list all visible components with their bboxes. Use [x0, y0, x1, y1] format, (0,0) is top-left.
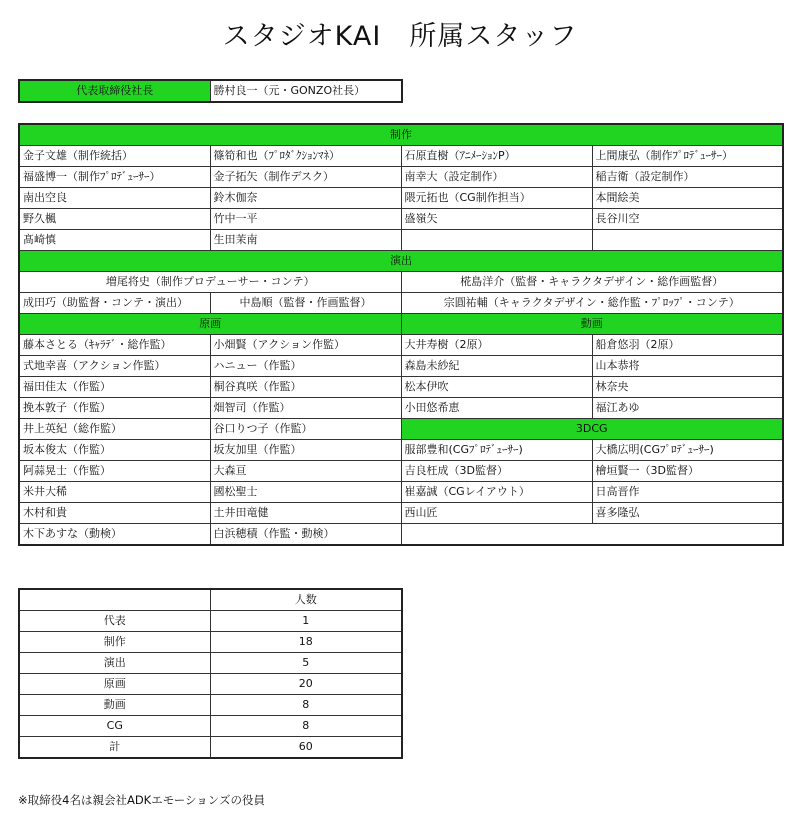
table-row — [19, 503, 783, 524]
staff-cell: 盛嶺矢 — [401, 209, 592, 230]
staff-cell: 服部豊和(CGﾌﾟﾛﾃﾞｭｰｻｰ) — [401, 440, 592, 461]
table-row — [19, 589, 402, 611]
table-row — [19, 440, 783, 461]
headcount-value: 5 — [210, 653, 402, 674]
staff-cell: 野久楓 — [19, 209, 210, 230]
staff-cell: 篠筍和也（ﾌﾟﾛﾀﾞｸｼｮﾝﾏﾈ） — [210, 146, 401, 167]
staff-cell: 藤本さとる（ｷｬﾗﾃﾞ・総作監） — [19, 335, 210, 356]
section-header-production: 制作 — [19, 124, 783, 146]
staff-cell: 畑智司（作監） — [210, 398, 401, 419]
staff-cell: 生田茉南 — [210, 230, 401, 251]
headcount-value: 20 — [210, 674, 402, 695]
table-row — [19, 695, 402, 716]
headcount-category: 計 — [19, 737, 210, 759]
staff-cell: 福田佳太（作監） — [19, 377, 210, 398]
staff-cell: 式地幸喜（アクション作監） — [19, 356, 210, 377]
headcount-category: 演出 — [19, 653, 210, 674]
staff-cell: 小畑賢（アクション作監） — [210, 335, 401, 356]
staff-cell: 椛島洋介（監督・キャラクタデザイン・総作画監督） — [401, 272, 783, 293]
table-row — [19, 611, 402, 632]
staff-cell: 崔嘉誠（CGレイアウト） — [401, 482, 592, 503]
table-row — [19, 398, 783, 419]
headcount-category: 制作 — [19, 632, 210, 653]
staff-cell: 白浜穂積（作監・動検） — [210, 524, 401, 546]
staff-cell: 坂本俊太（作監） — [19, 440, 210, 461]
table-row — [19, 653, 402, 674]
table-row — [19, 272, 783, 293]
table-row — [19, 335, 783, 356]
headcount-value: 8 — [210, 695, 402, 716]
staff-cell: ハニュー（作監） — [210, 356, 401, 377]
headcount-value: 18 — [210, 632, 402, 653]
table-row — [19, 737, 402, 759]
staff-cell: 國松聖士 — [210, 482, 401, 503]
staff-cell: 井上英紀（総作監） — [19, 419, 210, 440]
staff-cell: 稲吉衛（設定制作） — [592, 167, 783, 188]
headcount-header: 人数 — [210, 589, 402, 611]
headcount-category: 動画 — [19, 695, 210, 716]
staff-cell — [592, 230, 783, 251]
staff-cell — [401, 230, 592, 251]
table-row — [19, 674, 402, 695]
table-row — [19, 419, 783, 440]
staff-cell: 土井田竜健 — [210, 503, 401, 524]
table-row — [19, 209, 783, 230]
staff-cell: 吉良枉成（3D監督） — [401, 461, 592, 482]
staff-cell: 挽本敦子（作監） — [19, 398, 210, 419]
section-header-douga: 動画 — [401, 314, 783, 335]
table-row — [19, 356, 783, 377]
staff-cell: 宗圓祐輔（キャラクタデザイン・総作監・ﾌﾟﾛｯﾌﾟ・コンテ） — [401, 293, 783, 314]
staff-cell: 木村和貴 — [19, 503, 210, 524]
staff-cell: 南幸大（設定制作） — [401, 167, 592, 188]
footnote: ※取締役4名は親会社ADKエモーションズの役員 — [18, 793, 265, 807]
staff-cell: 石原直樹（ｱﾆﾒｰｼｮﾝP） — [401, 146, 592, 167]
headcount-category: CG — [19, 716, 210, 737]
staff-cell: 髙崎慎 — [19, 230, 210, 251]
table-row — [19, 314, 783, 335]
staff-cell: 鈴木伽奈 — [210, 188, 401, 209]
staff-cell: 喜多隆弘 — [592, 503, 783, 524]
table-row — [19, 632, 402, 653]
staff-cell: 日高晋作 — [592, 482, 783, 503]
staff-cell: 金子拓矢（制作デスク） — [210, 167, 401, 188]
ceo-label: 代表取締役社長 — [19, 80, 210, 102]
headcount-category: 原画 — [19, 674, 210, 695]
staff-cell: 桐谷真咲（作監） — [210, 377, 401, 398]
staff-cell: 福江あゆ — [592, 398, 783, 419]
section-header-genga: 原画 — [19, 314, 401, 335]
staff-cell: 長谷川空 — [592, 209, 783, 230]
staff-cell: 大橋広明(CGﾌﾟﾛﾃﾞｭｰｻｰ) — [592, 440, 783, 461]
table-row — [19, 461, 783, 482]
ceo-table — [18, 79, 403, 103]
table-row — [19, 377, 783, 398]
table-row — [19, 167, 783, 188]
empty-cell — [19, 589, 210, 611]
table-row — [19, 146, 783, 167]
staff-cell: 松本伊吹 — [401, 377, 592, 398]
table-row — [19, 188, 783, 209]
staff-table — [18, 123, 784, 546]
staff-cell: 成田巧（助監督・コンテ・演出） — [19, 293, 210, 314]
table-row — [19, 716, 402, 737]
headcount-value: 60 — [210, 737, 402, 759]
headcount-value: 1 — [210, 611, 402, 632]
staff-cell: 竹中一平 — [210, 209, 401, 230]
staff-cell: 西山匠 — [401, 503, 592, 524]
table-row — [19, 230, 783, 251]
headcount-value: 8 — [210, 716, 402, 737]
table-row — [19, 124, 783, 146]
section-header-3dcg: 3DCG — [401, 419, 783, 440]
staff-cell: 船倉悠羽（2原） — [592, 335, 783, 356]
headcount-table — [18, 588, 403, 759]
table-row — [19, 524, 783, 546]
staff-cell: 本間絵美 — [592, 188, 783, 209]
staff-cell: 坂友加里（作監） — [210, 440, 401, 461]
staff-cell: 南出空良 — [19, 188, 210, 209]
staff-cell: 檜垣賢一（3D監督） — [592, 461, 783, 482]
staff-cell: 隈元拓也（CG制作担当） — [401, 188, 592, 209]
empty-cell — [401, 524, 783, 546]
staff-cell: 中島順（監督・作画監督） — [210, 293, 401, 314]
staff-cell: 山本恭将 — [592, 356, 783, 377]
page-title: スタジオKAI 所属スタッフ — [222, 21, 578, 52]
table-row — [19, 251, 783, 272]
staff-cell: 谷口りつ子（作監） — [210, 419, 401, 440]
staff-cell: 林奈央 — [592, 377, 783, 398]
ceo-name: 勝村良一（元・GONZO社長） — [210, 80, 402, 102]
table-row — [19, 482, 783, 503]
staff-cell: 大井寿樹（2原） — [401, 335, 592, 356]
staff-cell: 米井大稀 — [19, 482, 210, 503]
staff-cell: 金子文雄（制作統括） — [19, 146, 210, 167]
staff-cell: 上間康弘（制作ﾌﾟﾛﾃﾞｭｰｻｰ） — [592, 146, 783, 167]
staff-cell: 福盛博一（制作ﾌﾟﾛﾃﾞｭｰｻｰ） — [19, 167, 210, 188]
staff-cell: 小田悠希恵 — [401, 398, 592, 419]
section-header-direction: 演出 — [19, 251, 783, 272]
staff-cell: 森島未紗紀 — [401, 356, 592, 377]
staff-cell: 阿蒜晃士（作監） — [19, 461, 210, 482]
staff-cell: 木下あすな（動検） — [19, 524, 210, 546]
headcount-category: 代表 — [19, 611, 210, 632]
table-row — [19, 293, 783, 314]
staff-cell: 増尾将史（制作プロデューサー・コンテ） — [19, 272, 401, 293]
staff-cell: 大森亘 — [210, 461, 401, 482]
